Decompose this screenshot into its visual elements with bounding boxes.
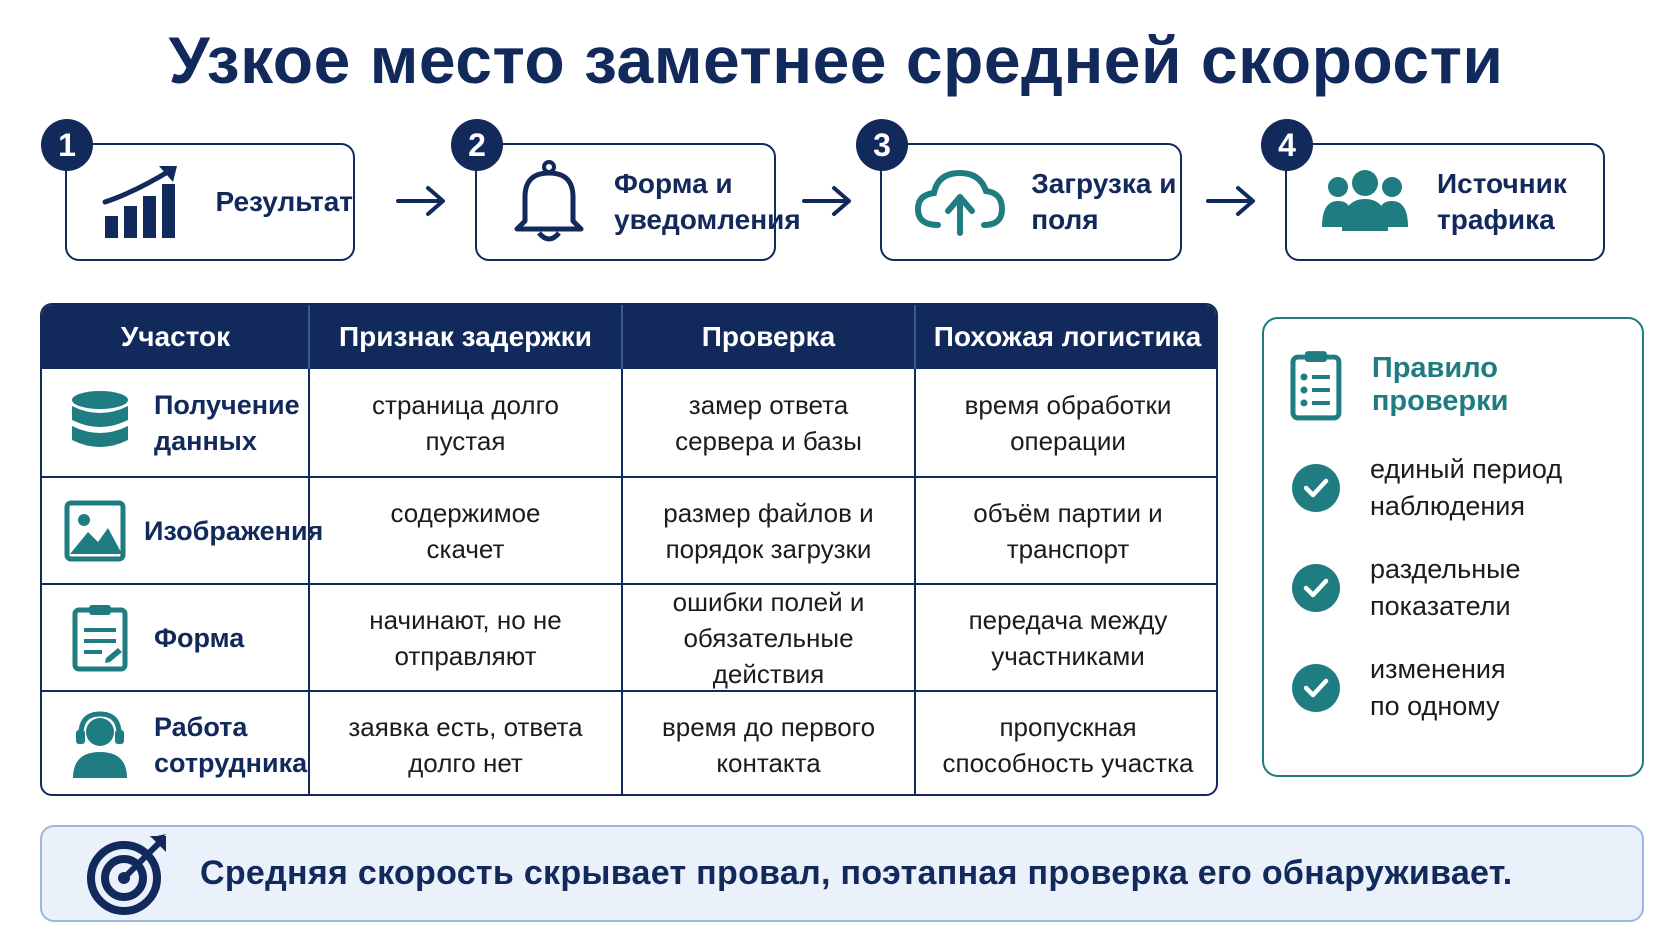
form-document-icon	[64, 602, 136, 674]
rule-item	[1292, 651, 1520, 725]
check-circle-icon	[1292, 664, 1340, 712]
row-header-data-fetch	[42, 369, 308, 476]
rule-panel	[1262, 317, 1644, 777]
bar-chart-growth-icon	[95, 157, 193, 247]
row-header-images	[42, 478, 324, 583]
check-circle-icon	[1292, 564, 1340, 612]
table-cell: замер ответа сервера и базы	[675, 389, 862, 456]
step-label: Источник трафика	[1437, 168, 1567, 235]
step-label: Загрузка и поля	[1031, 168, 1177, 235]
row-label: Изображения	[144, 515, 324, 546]
database-icon	[64, 387, 136, 459]
step-number: 3	[856, 119, 908, 171]
support-agent-icon	[64, 709, 136, 781]
step-number: 4	[1261, 119, 1313, 171]
row-header-staff-work	[42, 692, 308, 796]
table-cell: передача между участниками	[968, 604, 1168, 671]
step-label: Результат	[215, 186, 353, 217]
table-cell: страница долго пустая	[372, 389, 559, 456]
column-divider	[308, 305, 310, 369]
table-cell: начинают, но не отправляют	[369, 604, 562, 671]
image-icon	[64, 495, 126, 567]
people-group-icon	[1315, 157, 1415, 247]
table-cell: содержимое скачет	[390, 497, 541, 564]
step-number: 1	[41, 119, 93, 171]
table-cell: размер файлов и порядок загрузки	[663, 497, 874, 564]
row-header-form	[42, 585, 308, 690]
table-cell: пропускная способность участка	[942, 712, 1194, 778]
table-cell: заявка есть, ответа долго нет	[348, 712, 583, 778]
table-cell: время до первого контакта	[661, 712, 876, 778]
cloud-upload-icon	[910, 157, 1009, 247]
rule-item	[1292, 551, 1540, 625]
diagnostics-table	[40, 303, 1218, 796]
row-label: Форма	[154, 622, 245, 653]
rule-item	[1292, 451, 1620, 525]
arrow-right-icon	[394, 183, 450, 219]
bell-icon	[505, 157, 592, 247]
page-title: Узкое место заметнее средней скорости	[168, 23, 1504, 97]
rule-header	[1290, 349, 1642, 421]
summary-text: Средняя скорость скрывает провал, поэтапная проверка его обнаруживает.	[200, 854, 1513, 892]
row-label: Получение данных	[154, 389, 300, 456]
table-cell: объём партии и транспорт	[973, 497, 1163, 564]
rule-title: Правило проверки	[1371, 352, 1509, 417]
column-divider	[621, 305, 623, 369]
table-cell: ошибки полей и обязательные действия	[672, 586, 865, 689]
step-result	[58, 126, 355, 261]
rule-item-text: изменения по одному	[1370, 654, 1506, 721]
check-circle-icon	[1292, 464, 1340, 512]
column-header-section: Участок	[120, 321, 231, 352]
step-number: 2	[451, 119, 503, 171]
step-form-notifications	[468, 126, 801, 261]
step-label: Форма и уведомления	[614, 168, 801, 235]
row-label: Работа сотрудника	[154, 712, 308, 778]
table-cell: время обработки операции	[964, 389, 1172, 456]
column-header-logistics: Похожая логистика	[933, 321, 1202, 352]
arrow-right-icon	[800, 183, 856, 219]
column-divider	[914, 305, 916, 369]
step-traffic-source	[1278, 126, 1605, 261]
target-arrow-icon	[86, 832, 170, 916]
clipboard-checklist-icon	[1290, 349, 1342, 421]
summary-banner	[40, 825, 1644, 922]
rule-item-text: раздельные показатели	[1370, 554, 1521, 621]
column-header-delay-sign: Признак задержки	[339, 321, 592, 352]
column-header-check: Проверка	[701, 321, 836, 352]
rule-item-text: единый период наблюдения	[1370, 454, 1563, 521]
step-loading-fields	[873, 126, 1182, 261]
arrow-right-icon	[1204, 183, 1260, 219]
